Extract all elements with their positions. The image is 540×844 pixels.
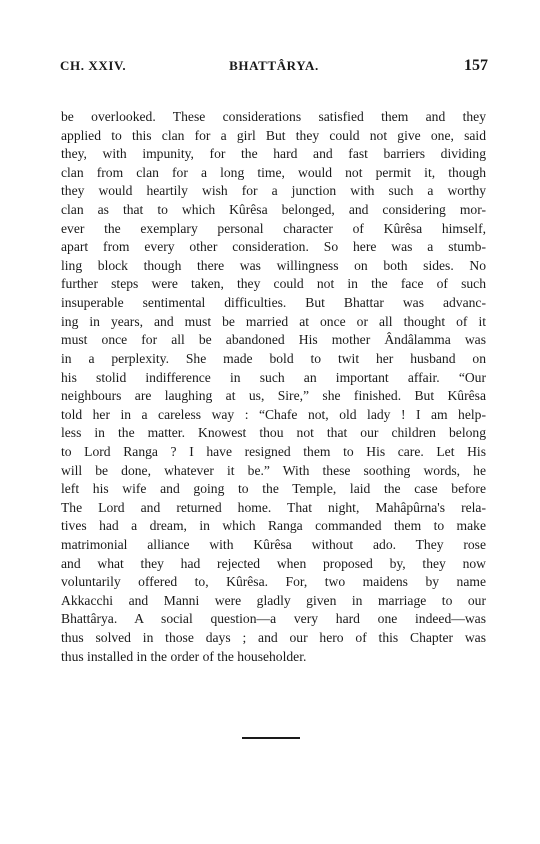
running-header: [60, 58, 488, 78]
text-line: thus installed in the order of the householder.: [61, 648, 307, 664]
body-paragraph: [61, 108, 486, 666]
text-line: they, with impunity, for the hard and fast barriers dividing: [61, 146, 486, 162]
text-line: neighbours are laughing at us, Sire,” she finished. But Kûrêsa: [61, 388, 486, 404]
text-line: The Lord and returned home. That night, Mahâpûrna's rela-: [61, 499, 486, 515]
text-line: thus solved in those days ; and our hero of this Chapter was: [61, 630, 486, 646]
text-line: insuperable sentimental difficulties. But Bhattar was advanc-: [61, 295, 486, 311]
text-line: must once for all be abandoned His mother Ândâlamma was: [61, 332, 486, 348]
text-line: ing in years, and must be married at once or all thought of it: [61, 313, 486, 329]
text-line: be overlooked. These considerations satisfied them and they: [61, 109, 486, 124]
text-line: apart from every other consideration. So here was a stumb-: [61, 239, 486, 255]
text-line: his stolid indifference in such an important affair. “Our: [61, 369, 486, 385]
text-line: further steps were taken, they could not in the face of such: [61, 276, 486, 292]
running-title: BHATTÂRYA.: [229, 58, 319, 73]
text-line: Bhattârya. A social question—a very hard one indeed—was: [61, 611, 486, 627]
text-line: in a perplexity. She made bold to twit her husband on: [61, 350, 486, 366]
end-of-chapter-rule: [242, 737, 300, 739]
text-line: told her in a careless way : “Chafe not, old lady ! I am help-: [61, 406, 486, 422]
text-line: voluntarily offered to, Kûrêsa. For, two maidens by name: [61, 574, 486, 590]
text-line: clan from clan for a long time, would not permit it, though: [61, 164, 486, 180]
text-line: left his wife and going to the Temple, laid the case before: [61, 481, 486, 497]
page-number: 157: [464, 57, 488, 74]
text-line: clan as that to which Kûrêsa belonged, and considering mor-: [61, 202, 486, 218]
text-line: matrimonial alliance with Kûrêsa without ado. They rose: [61, 537, 486, 553]
text-line: ever the exemplary personal character of Kûrêsa himself,: [61, 220, 486, 236]
text-line: to Lord Ranga ? I have resigned them to His care. Let His: [61, 443, 486, 459]
text-line: less in the matter. Knowest thou not that our children belong: [61, 425, 486, 441]
text-line: tives had a dream, in which Ranga commanded them to make: [61, 518, 486, 534]
text-line: applied to this clan for a girl But they could not give one, said: [61, 127, 486, 143]
text-line: Akkacchi and Manni were gladly given in marriage to our: [61, 592, 486, 608]
text-line: they would heartily wish for a junction with such a worthy: [61, 183, 486, 199]
text-line: will be done, whatever it be.” With these soothing words, he: [61, 462, 486, 478]
chapter-label: CH. XXIV.: [60, 58, 127, 73]
text-line: and what they had rejected when proposed by, they now: [61, 555, 486, 571]
text-line: ling block though there was willingness on both sides. No: [61, 257, 486, 273]
